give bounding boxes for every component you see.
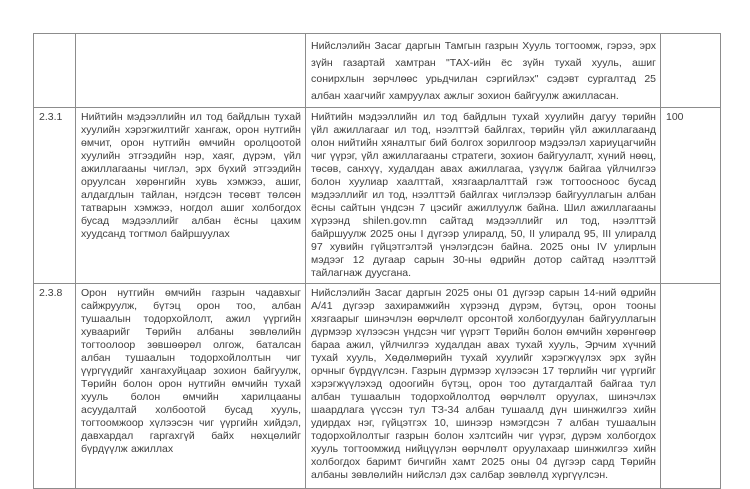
result-text-cell: Нийтийн мэдээллийн ил тод байдлын тухай хуулийн дагуу төрийн үйл ажиллагааг ил тод, нээлттэй байлгах, төрийн үйл ажиллагаанд олон нийтийн хяналтыг бий болгох зорилгоор мэдээлэл хариуцагчийн чиг үүрэг, үйл ажиллагааны стратеги, зохион байгуулалт, хүний нөөц, төсөв, санхүү, худалдан авах ажиллагаа, үзүүлж байгаа үйлчилгээ болон хуулиар хаалттай, хязгаарлалттай гэж тогтоосноос бусад мэдээллийг ил тод, нээлттэй байлгах чиглэлээр байгууллагын албан ёсны сайтын үндсэн 7 цэсийг ажиллуулж байна. Шил ажиллагааны хүрээнд shilen.gov.mn сайтад мэдээллийг ил тод, нээлттэй байршуулж 2025 оны I дүгээр улиралд, 50, II улиралд 95, III улиралд 97 хувийн гүйцэтгэлтэй үнэлэгдсэн байна. 2025 оны IV улирлын мэдээг 12 дугаар сарын 30-ны өдрийн дотор сайтад нээлттэй тайлагнаж дуусгана. (306, 108, 661, 284)
result-text-cell: Нийслэлийн Засаг даргын 2025 оны 01 дүгээр сарын 14-ний өдрийн А/41 дүгээр захирамжийн хүрээнд дүрэм, бүтэц, орон тооны хязгаарыг шинэчлэн өөрчлөлт орсонтой холбогдуулан байгууллагын дүрмээр хүлээсэн үндсэн чиг үүрэгт Төрийн болон өмчийн хөрөнгөөр бараа ажил, үйлчилгээ худалдан авах тухай хууль, Эрчим хүчний тухай хууль, Хөдөлмөрийн тухай хуулийг хэрэгжүүлэх эрх зүйн орчныг бүрдүүлсэн. Газрын дүрмээр хүлээсэн 17 төрлийн чиг үүргийг хэрэгжүүлэхэд одоогийн бүтэц, орон тоо дутагдалтай байгаа тул албан тушаалын тодорхойлолтод өөрчлөлт оруулах, шинэчлэх шаардлага үүссэн тул ТЗ-34 албан тушаалд дүн шинжилгээ хийн удирдах нэг, гүйцэтгэх 10, шинээр нэмэгдсэн 7 албан тушаалын тодорхойлолтыг газрын болон хэлтсийн чиг үүрэг, дүрэм холбогдох хууль тогтоомжид нийцүүлэн өөрчлөлт оруулахаар шинжилгээ хийн холбогдох баримт бичгийн хамт 2025 оны 04 дүгээр сард Төрийн албаны зөвлөлийн нийслэл дэх салбар зөвлөлд хүргүүлсэн. (306, 284, 661, 489)
table-row (34, 284, 721, 489)
criteria-task-cell: Нийтийн мэдээллийн ил тод байдлын тухай хуулийн хэрэгжилтийг хангаж, орон нутгийн өмчит, орон нутгийн өмчийн оролцоотой хуулийн этгээдийн нэр, хаяг, дүрэм, үйл ажиллагааны чиглэл, эрх бүхий этгээдийн оруулсан хөрөнгийн хувь хэмжээ, ашиг, алдагдлын тайлан, нэгдсэн төсөвт төлсөн татварын хэмжээ, ногдол ашиг холбогдох бусад мэдээллийг албан ёсны цахим хуудсанд тогтмол байршуулах (76, 108, 306, 284)
criteria-code-cell (34, 34, 76, 108)
result-text-cell: Нийслэлийн Засаг даргын Тамгын газрын Хууль тогтоомж, гэрээ, эрх зүйн газартай хамтран "ТАХ-ийн ёс зүйн тухай хууль, ашиг сонирхлын зөрчлөөс урьдчилан сэргийлэх" сэдэвт сургалтад 25 албан хаагчийг хамруулах ажлыг зохион байгуулж ажилласан. (306, 34, 661, 108)
table-row (34, 108, 721, 284)
criteria-code-cell: 2.3.8 (34, 284, 76, 489)
performance-report-table (33, 33, 721, 489)
score-cell: 100 (661, 108, 721, 284)
score-cell (661, 34, 721, 108)
table-row (34, 34, 721, 108)
criteria-task-cell: Орон нутгийн өмчийн газрын чадавхыг сайжруулж, бүтэц орон тоо, албан тушаалын тодорхойлолт, ажил үүргийн хуваарийг Төрийн албаны зөвлөлийн тогтоолоор зөвшөөрөл олгож, баталсан албан тушаалын тодорхойлолтын чиг үүргүүдийг хангахуйцаар зохион байгуулж, Төрийн болон орон нутгийн өмчийн тухай хууль болон өмчийн харилцааны асуудалтай холбоотой бусад хууль, тогтоомжоор хүлээсэн чиг үүргийн хийдэл, давхардал гаргахгүй байх нөхцөлийг бүрдүүлж ажиллах (76, 284, 306, 489)
criteria-code-cell: 2.3.1 (34, 108, 76, 284)
criteria-task-cell (76, 34, 306, 108)
score-cell (661, 284, 721, 489)
